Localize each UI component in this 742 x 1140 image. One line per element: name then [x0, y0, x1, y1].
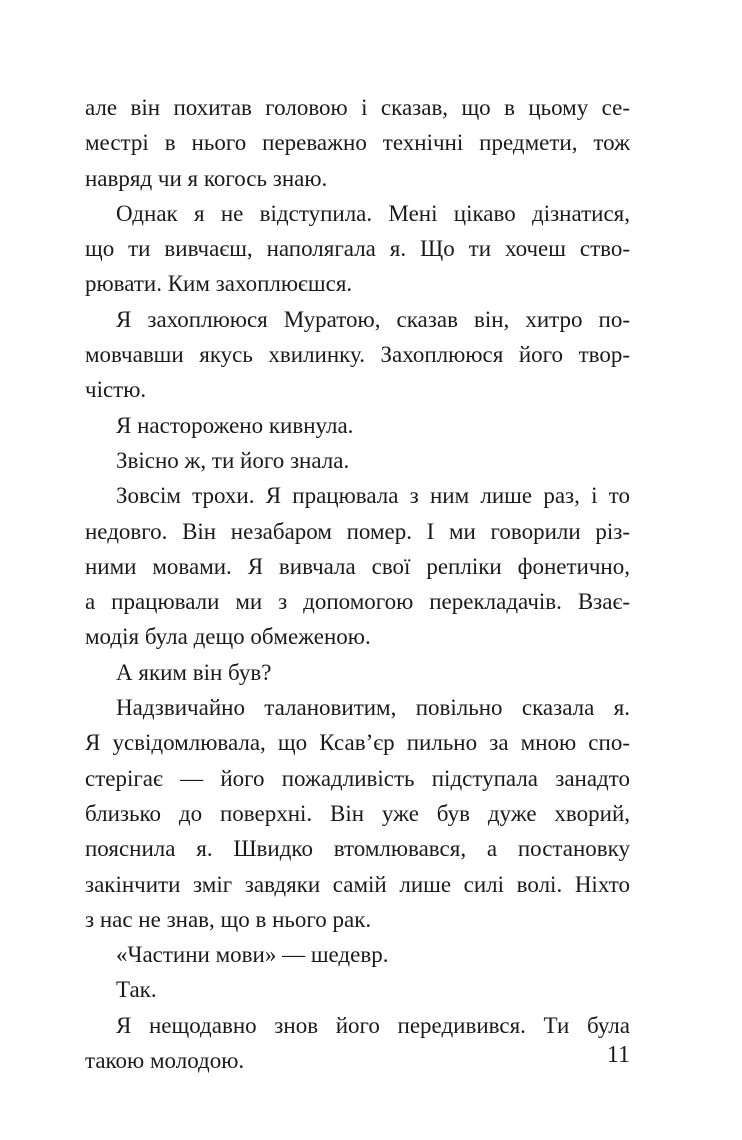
text-line: Однак я не відступила. Мені цікаво дізнатися,: [116, 200, 630, 226]
text-line: а працювали ми з допомогою перекладачів. Взає-: [85, 589, 630, 615]
text-line: з нас не знав, що в нього рак.: [85, 906, 372, 932]
body-text: [85, 90, 630, 1078]
text-line: рювати. Ким захоплюєшся.: [85, 271, 353, 297]
text-line: чістю.: [85, 377, 147, 403]
text-line: Я насторожено кивнула.: [116, 412, 354, 438]
text-line: модія була дещо обмеженою.: [85, 624, 371, 650]
text-line: Я усвідомлювала, що Ксав’єр пильно за мною спо-: [85, 730, 630, 756]
text-line: близько до поверхні. Він уже був дуже хворий,: [85, 800, 630, 826]
text-line: закінчити зміг завдяки самій лише силі волі. Ніхто: [85, 871, 630, 897]
text-line: мовчавши якусь хвилинку. Захоплююся його твор-: [85, 342, 630, 368]
text-line: Я нещодавно знов його передивився. Ти була: [116, 1012, 630, 1038]
text-line: Надзвичайно талановитим, повільно сказала я.: [116, 695, 630, 721]
text-line: А яким він був?: [116, 659, 272, 685]
page-number: 11: [606, 1042, 630, 1068]
text-line: местрі в нього переважно технічні предмети, тож: [85, 130, 630, 156]
text-line: Зовсім трохи. Я працювала з ним лише раз, і то: [116, 483, 630, 509]
text-line: недовго. Він незабаром помер. І ми говорили різ-: [85, 518, 630, 544]
text-line: але він похитав головою і сказав, що в цьому се-: [85, 95, 630, 120]
text-line: що ти вивчаєш, наполягала я. Що ти хочеш ство-: [85, 236, 630, 262]
text-line: стерігає — його пожадливість підступала занадто: [85, 765, 630, 791]
text-line: такою молодою.: [85, 1048, 245, 1074]
text-line: навряд чи я когось знаю.: [85, 165, 328, 191]
text-line: Так.: [116, 977, 157, 1003]
text-line: пояснила я. Швидко втомлювався, а постановку: [85, 836, 630, 862]
text-line: Звісно ж, ти його знала.: [116, 447, 350, 473]
text-line: «Частини мови» — шедевр.: [116, 942, 389, 968]
text-line: ними мовами. Я вивчала свої репліки фонетично,: [85, 553, 630, 579]
text-line: Я захоплююся Муратою, сказав він, хитро по-: [116, 306, 630, 332]
